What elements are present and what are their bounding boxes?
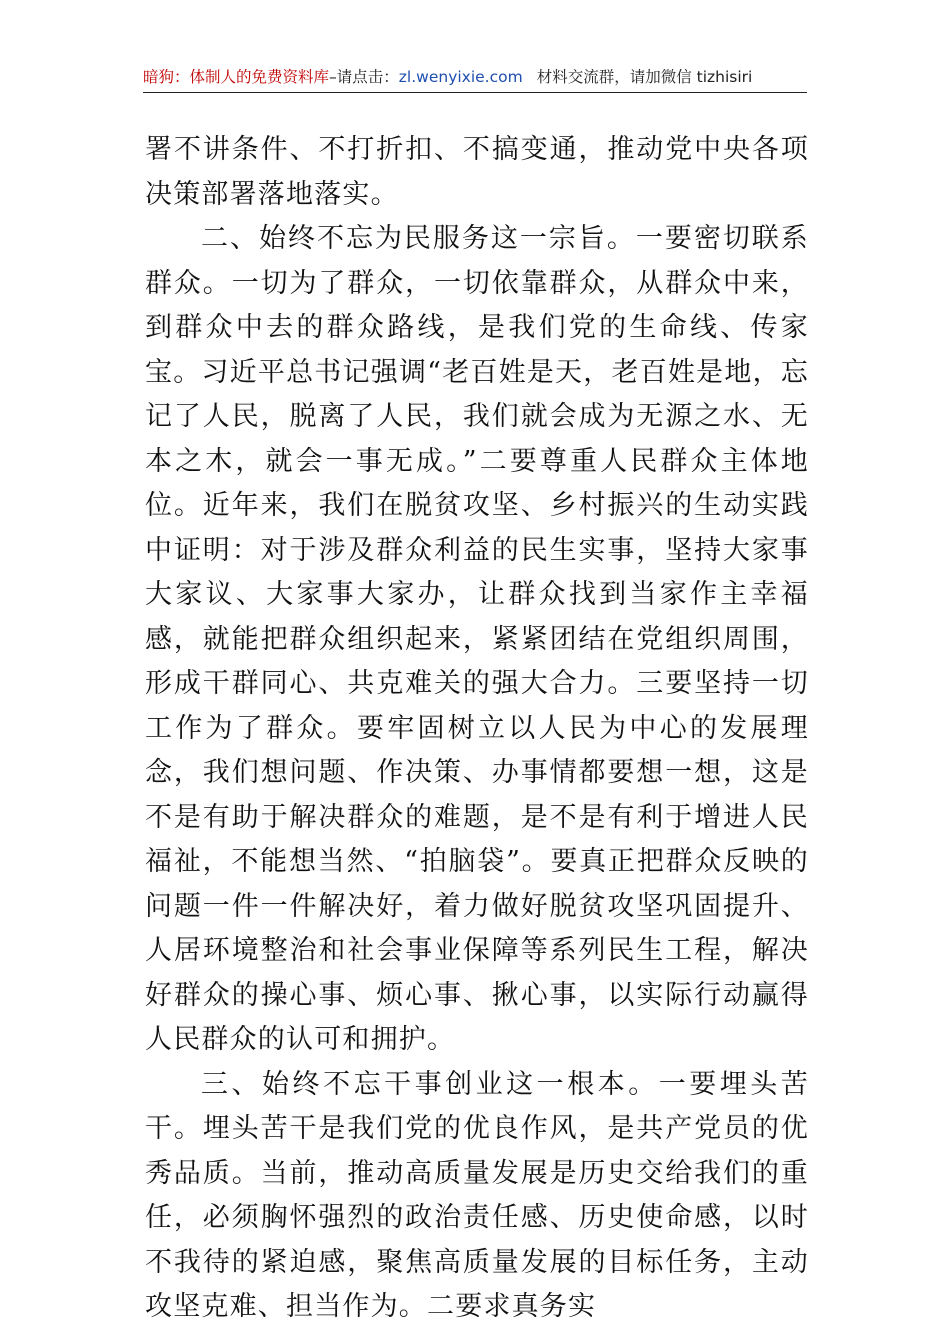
header-brand: 暗狗：体制人的免费资料库 xyxy=(143,68,330,86)
paragraph-section-three: 三、始终不忘干事创业这一根本。一要埋头苦干。埋头苦干是我们党的优良作风，是共产党员的优秀品质。当前，推动高质量发展是历史交给我们的重任，必须胸怀强烈的政治责任感、历史使命感，以时不我待的紧迫感，聚焦高质量发展的目标任务，主动攻坚克难、担当作为。二要求真务实 xyxy=(145,1068,809,1322)
header-link[interactable]: zl.wenyixie.com xyxy=(398,68,523,86)
header-prompt: –请点击： xyxy=(329,68,399,86)
header-wechat-note: 材料交流群，请加微信 tizhisiri xyxy=(536,68,753,86)
document-header xyxy=(143,62,807,93)
paragraph-continuation: 署不讲条件、不打折扣、不搞变通，推动党中央各项决策部署落地落实。 xyxy=(145,134,809,210)
document-body xyxy=(145,128,809,1330)
paragraph-section-two: 二、始终不忘为民服务这一宗旨。一要密切联系群众。一切为了群众，一切依靠群众，从群众中来，到群众中去的群众路线，是我们党的生命线、传家宝。习近平总书记强调“老百姓是天，老百姓是地，忘记了人民，脱离了人民，我们就会成为无源之水、无本之木，就会一事无成。”二要尊重人民群众主体地位。近年来，我们在脱贫攻坚、乡村振兴的生动实践中证明：对于涉及群众利益的民生实事，坚持大家事大家议、大家事大家办，让群众找到当家作主幸福感，就能把群众组织起来，紧紧团结在党组织周围，形成干群同心、共克难关的强大合力。三要坚持一切工作为了群众。要牢固树立以人民为中心的发展理念，我们想问题、作决策、办事情都要想一想，这是不是有助于解决群众的难题，是不是有利于增进人民福祉，不能想当然、“拍脑袋”。要真正把群众反映的问题一件一件解决好，着力做好脱贫攻坚巩固提升、人居环境整治和社会事业保障等系列民生工程，解决好群众的操心事、烦心事、揪心事，以实际行动赢得人民群众的认可和拥护。 xyxy=(145,223,809,1055)
